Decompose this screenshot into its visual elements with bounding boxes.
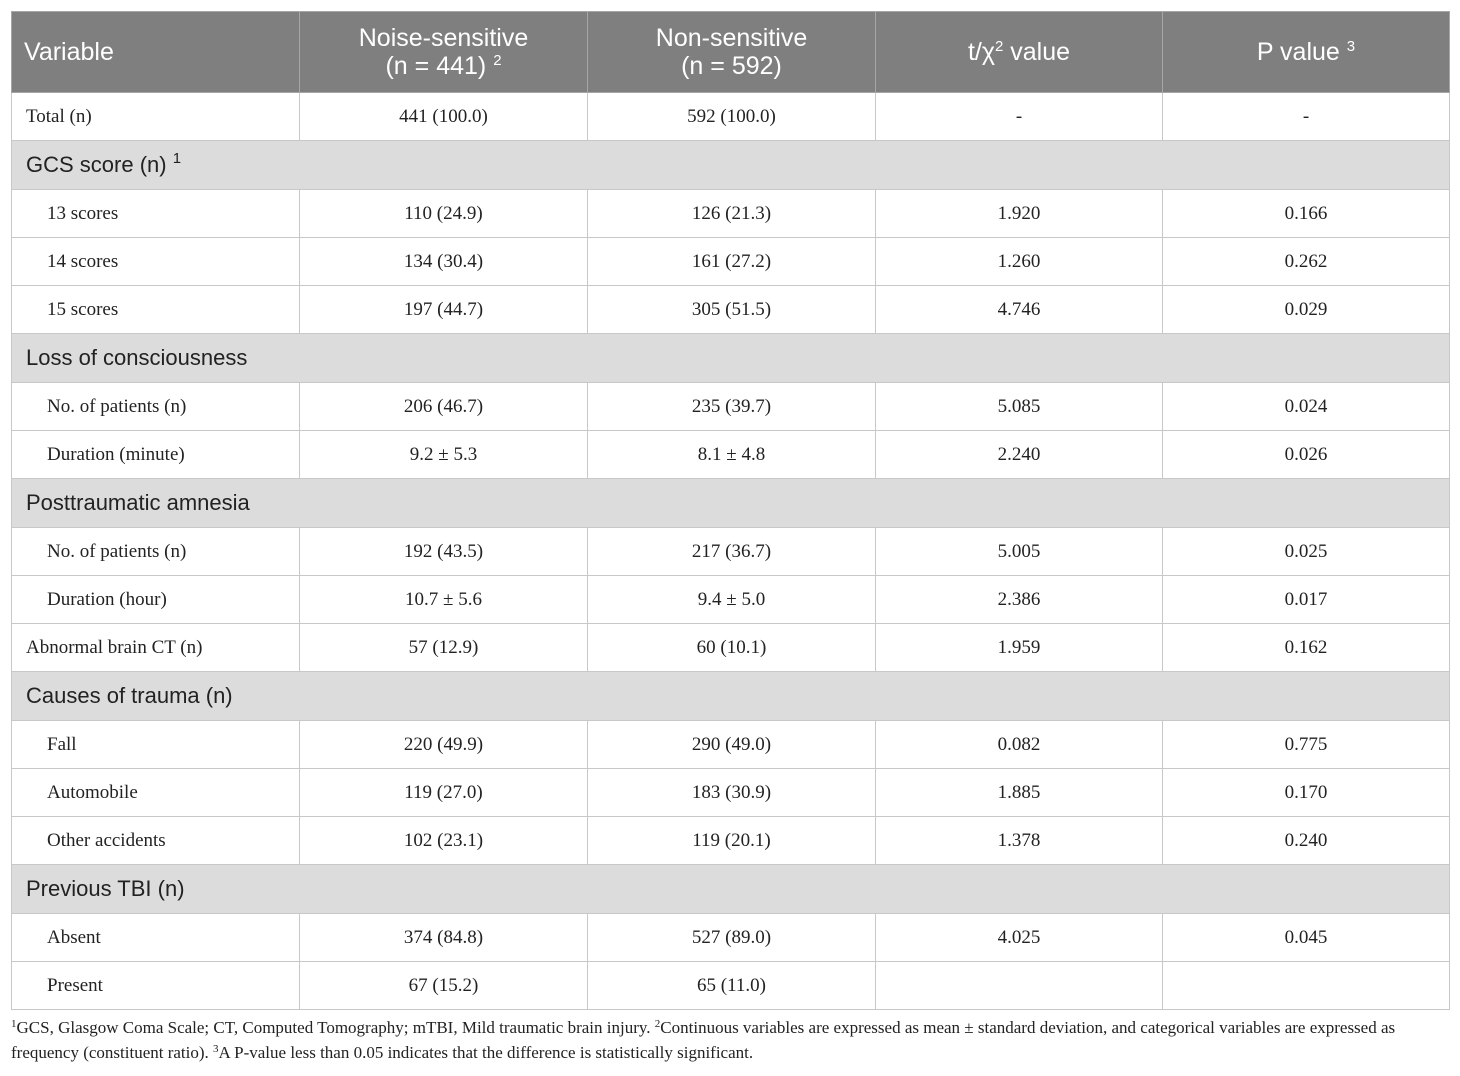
cell-stat: 0.082 bbox=[876, 721, 1163, 769]
header-noise-sensitive bbox=[300, 12, 588, 93]
section-row-causes bbox=[12, 672, 1450, 721]
cell-stat: - bbox=[876, 93, 1163, 141]
cell-stat: 1.959 bbox=[876, 624, 1163, 672]
table-row-loc-duration bbox=[12, 431, 1450, 479]
cell-non: 126 (21.3) bbox=[588, 190, 876, 238]
section-label-causes: Causes of trauma (n) bbox=[12, 672, 1450, 721]
section-label-gcs bbox=[12, 141, 1450, 190]
table-row-absent bbox=[12, 914, 1450, 962]
header-non-sensitive bbox=[588, 12, 876, 93]
cell-p: 0.166 bbox=[1163, 190, 1450, 238]
table-row-fall bbox=[12, 721, 1450, 769]
cell-non: 60 (10.1) bbox=[588, 624, 876, 672]
cell-stat: 5.005 bbox=[876, 528, 1163, 576]
table-row-present bbox=[12, 962, 1450, 1010]
cell-stat: 4.025 bbox=[876, 914, 1163, 962]
footnote-sup1: 1 bbox=[11, 1018, 17, 1030]
cell-p: 0.025 bbox=[1163, 528, 1450, 576]
cell-noise: 57 (12.9) bbox=[300, 624, 588, 672]
header-variable-text: Variable bbox=[24, 38, 114, 66]
cell-p: 0.240 bbox=[1163, 817, 1450, 865]
table-row-other-accidents bbox=[12, 817, 1450, 865]
header-p-value bbox=[1163, 12, 1450, 93]
footnote-text2: Continuous variables are expressed as mean ± standard deviation, and categorical variables are expressed as frequency (constituent ratio). bbox=[11, 1018, 1396, 1062]
cell-non: 217 (36.7) bbox=[588, 528, 876, 576]
header-noise-line1: Noise-sensitive bbox=[358, 24, 529, 52]
header-non-line2: (n = 592) bbox=[681, 52, 782, 80]
cell-non: 9.4 ± 5.0 bbox=[588, 576, 876, 624]
header-variable bbox=[12, 12, 300, 93]
footnote-sup2: 2 bbox=[654, 1018, 661, 1030]
cell-p: 0.029 bbox=[1163, 286, 1450, 334]
cell-stat: 1.260 bbox=[876, 238, 1163, 286]
row-label: Abnormal brain CT (n) bbox=[12, 624, 300, 672]
cell-non: 183 (30.9) bbox=[588, 769, 876, 817]
cell-noise: 220 (49.9) bbox=[300, 721, 588, 769]
row-label: Absent bbox=[12, 914, 300, 962]
row-label: No. of patients (n) bbox=[12, 383, 300, 431]
cell-p: 0.170 bbox=[1163, 769, 1450, 817]
row-label: 13 scores bbox=[12, 190, 300, 238]
footnote-sup3: 3 bbox=[213, 1043, 219, 1055]
table-row-gcs15 bbox=[12, 286, 1450, 334]
section-row-loc bbox=[12, 334, 1450, 383]
cell-stat: 2.386 bbox=[876, 576, 1163, 624]
section-gcs-sup: 1 bbox=[172, 150, 182, 167]
cell-p: 0.024 bbox=[1163, 383, 1450, 431]
header-non-line1: Non-sensitive bbox=[655, 24, 808, 52]
cell-stat: 1.920 bbox=[876, 190, 1163, 238]
cell-non: 290 (49.0) bbox=[588, 721, 876, 769]
cell-p: 0.026 bbox=[1163, 431, 1450, 479]
cell-noise: 67 (15.2) bbox=[300, 962, 588, 1010]
header-p-text: P value bbox=[1256, 38, 1347, 66]
row-label: Other accidents bbox=[12, 817, 300, 865]
cell-non: 65 (11.0) bbox=[588, 962, 876, 1010]
table-row-gcs13 bbox=[12, 190, 1450, 238]
section-row-pta bbox=[12, 479, 1450, 528]
cell-stat: 2.240 bbox=[876, 431, 1163, 479]
cell-non: 305 (51.5) bbox=[588, 286, 876, 334]
table-row-total bbox=[12, 93, 1450, 141]
section-gcs-text: GCS score (n) bbox=[26, 152, 173, 177]
section-label-pta: Posttraumatic amnesia bbox=[12, 479, 1450, 528]
table-footnote bbox=[11, 1015, 1451, 1065]
row-label: Duration (hour) bbox=[12, 576, 300, 624]
cell-stat: 1.378 bbox=[876, 817, 1163, 865]
table-row-automobile bbox=[12, 769, 1450, 817]
header-stat-pre: t/χ bbox=[967, 38, 995, 66]
cell-p: 0.262 bbox=[1163, 238, 1450, 286]
cell-noise: 134 (30.4) bbox=[300, 238, 588, 286]
row-label: Automobile bbox=[12, 769, 300, 817]
table-container bbox=[11, 11, 1449, 1010]
header-noise-sup: 2 bbox=[493, 52, 502, 69]
cell-stat: 5.085 bbox=[876, 383, 1163, 431]
cell-p: 0.045 bbox=[1163, 914, 1450, 962]
footnote-text1: GCS, Glasgow Coma Scale; CT, Computed Tomography; mTBI, Mild traumatic brain injury. bbox=[16, 1018, 655, 1037]
cell-non: 8.1 ± 4.8 bbox=[588, 431, 876, 479]
cell-noise: 197 (44.7) bbox=[300, 286, 588, 334]
header-stat-sup: 2 bbox=[994, 38, 1004, 55]
header-stat-value bbox=[876, 12, 1163, 93]
row-label: Total (n) bbox=[12, 93, 300, 141]
cell-stat bbox=[876, 962, 1163, 1010]
section-row-gcs bbox=[12, 141, 1450, 190]
cell-noise: 441 (100.0) bbox=[300, 93, 588, 141]
cell-noise: 119 (27.0) bbox=[300, 769, 588, 817]
cell-stat: 1.885 bbox=[876, 769, 1163, 817]
cell-non: 527 (89.0) bbox=[588, 914, 876, 962]
section-row-tbi bbox=[12, 865, 1450, 914]
footnote-text3: A P-value less than 0.05 indicates that the difference is statistically significant. bbox=[218, 1043, 754, 1062]
cell-p: 0.775 bbox=[1163, 721, 1450, 769]
cell-non: 235 (39.7) bbox=[588, 383, 876, 431]
cell-noise: 9.2 ± 5.3 bbox=[300, 431, 588, 479]
row-label: No. of patients (n) bbox=[12, 528, 300, 576]
row-label: Duration (minute) bbox=[12, 431, 300, 479]
cell-non: 161 (27.2) bbox=[588, 238, 876, 286]
section-label-loc: Loss of consciousness bbox=[12, 334, 1450, 383]
cell-p bbox=[1163, 962, 1450, 1010]
header-p-sup: 3 bbox=[1346, 38, 1356, 55]
cell-p: 0.162 bbox=[1163, 624, 1450, 672]
table-row-loc-patients bbox=[12, 383, 1450, 431]
header-row bbox=[12, 12, 1450, 93]
cell-p: 0.017 bbox=[1163, 576, 1450, 624]
row-label: 15 scores bbox=[12, 286, 300, 334]
row-label: 14 scores bbox=[12, 238, 300, 286]
row-label: Present bbox=[12, 962, 300, 1010]
cell-non: 592 (100.0) bbox=[588, 93, 876, 141]
cell-noise: 192 (43.5) bbox=[300, 528, 588, 576]
cell-noise: 206 (46.7) bbox=[300, 383, 588, 431]
data-table bbox=[11, 11, 1450, 1010]
cell-noise: 102 (23.1) bbox=[300, 817, 588, 865]
table-row-pta-duration bbox=[12, 576, 1450, 624]
header-noise-line2: (n = 441) bbox=[385, 52, 487, 80]
cell-stat: 4.746 bbox=[876, 286, 1163, 334]
row-label: Fall bbox=[12, 721, 300, 769]
cell-noise: 374 (84.8) bbox=[300, 914, 588, 962]
header-stat-post: value bbox=[1003, 38, 1071, 66]
section-label-tbi: Previous TBI (n) bbox=[12, 865, 1450, 914]
cell-noise: 10.7 ± 5.6 bbox=[300, 576, 588, 624]
table-row-ct bbox=[12, 624, 1450, 672]
cell-p: - bbox=[1163, 93, 1450, 141]
table-row-pta-patients bbox=[12, 528, 1450, 576]
cell-noise: 110 (24.9) bbox=[300, 190, 588, 238]
table-row-gcs14 bbox=[12, 238, 1450, 286]
cell-non: 119 (20.1) bbox=[588, 817, 876, 865]
